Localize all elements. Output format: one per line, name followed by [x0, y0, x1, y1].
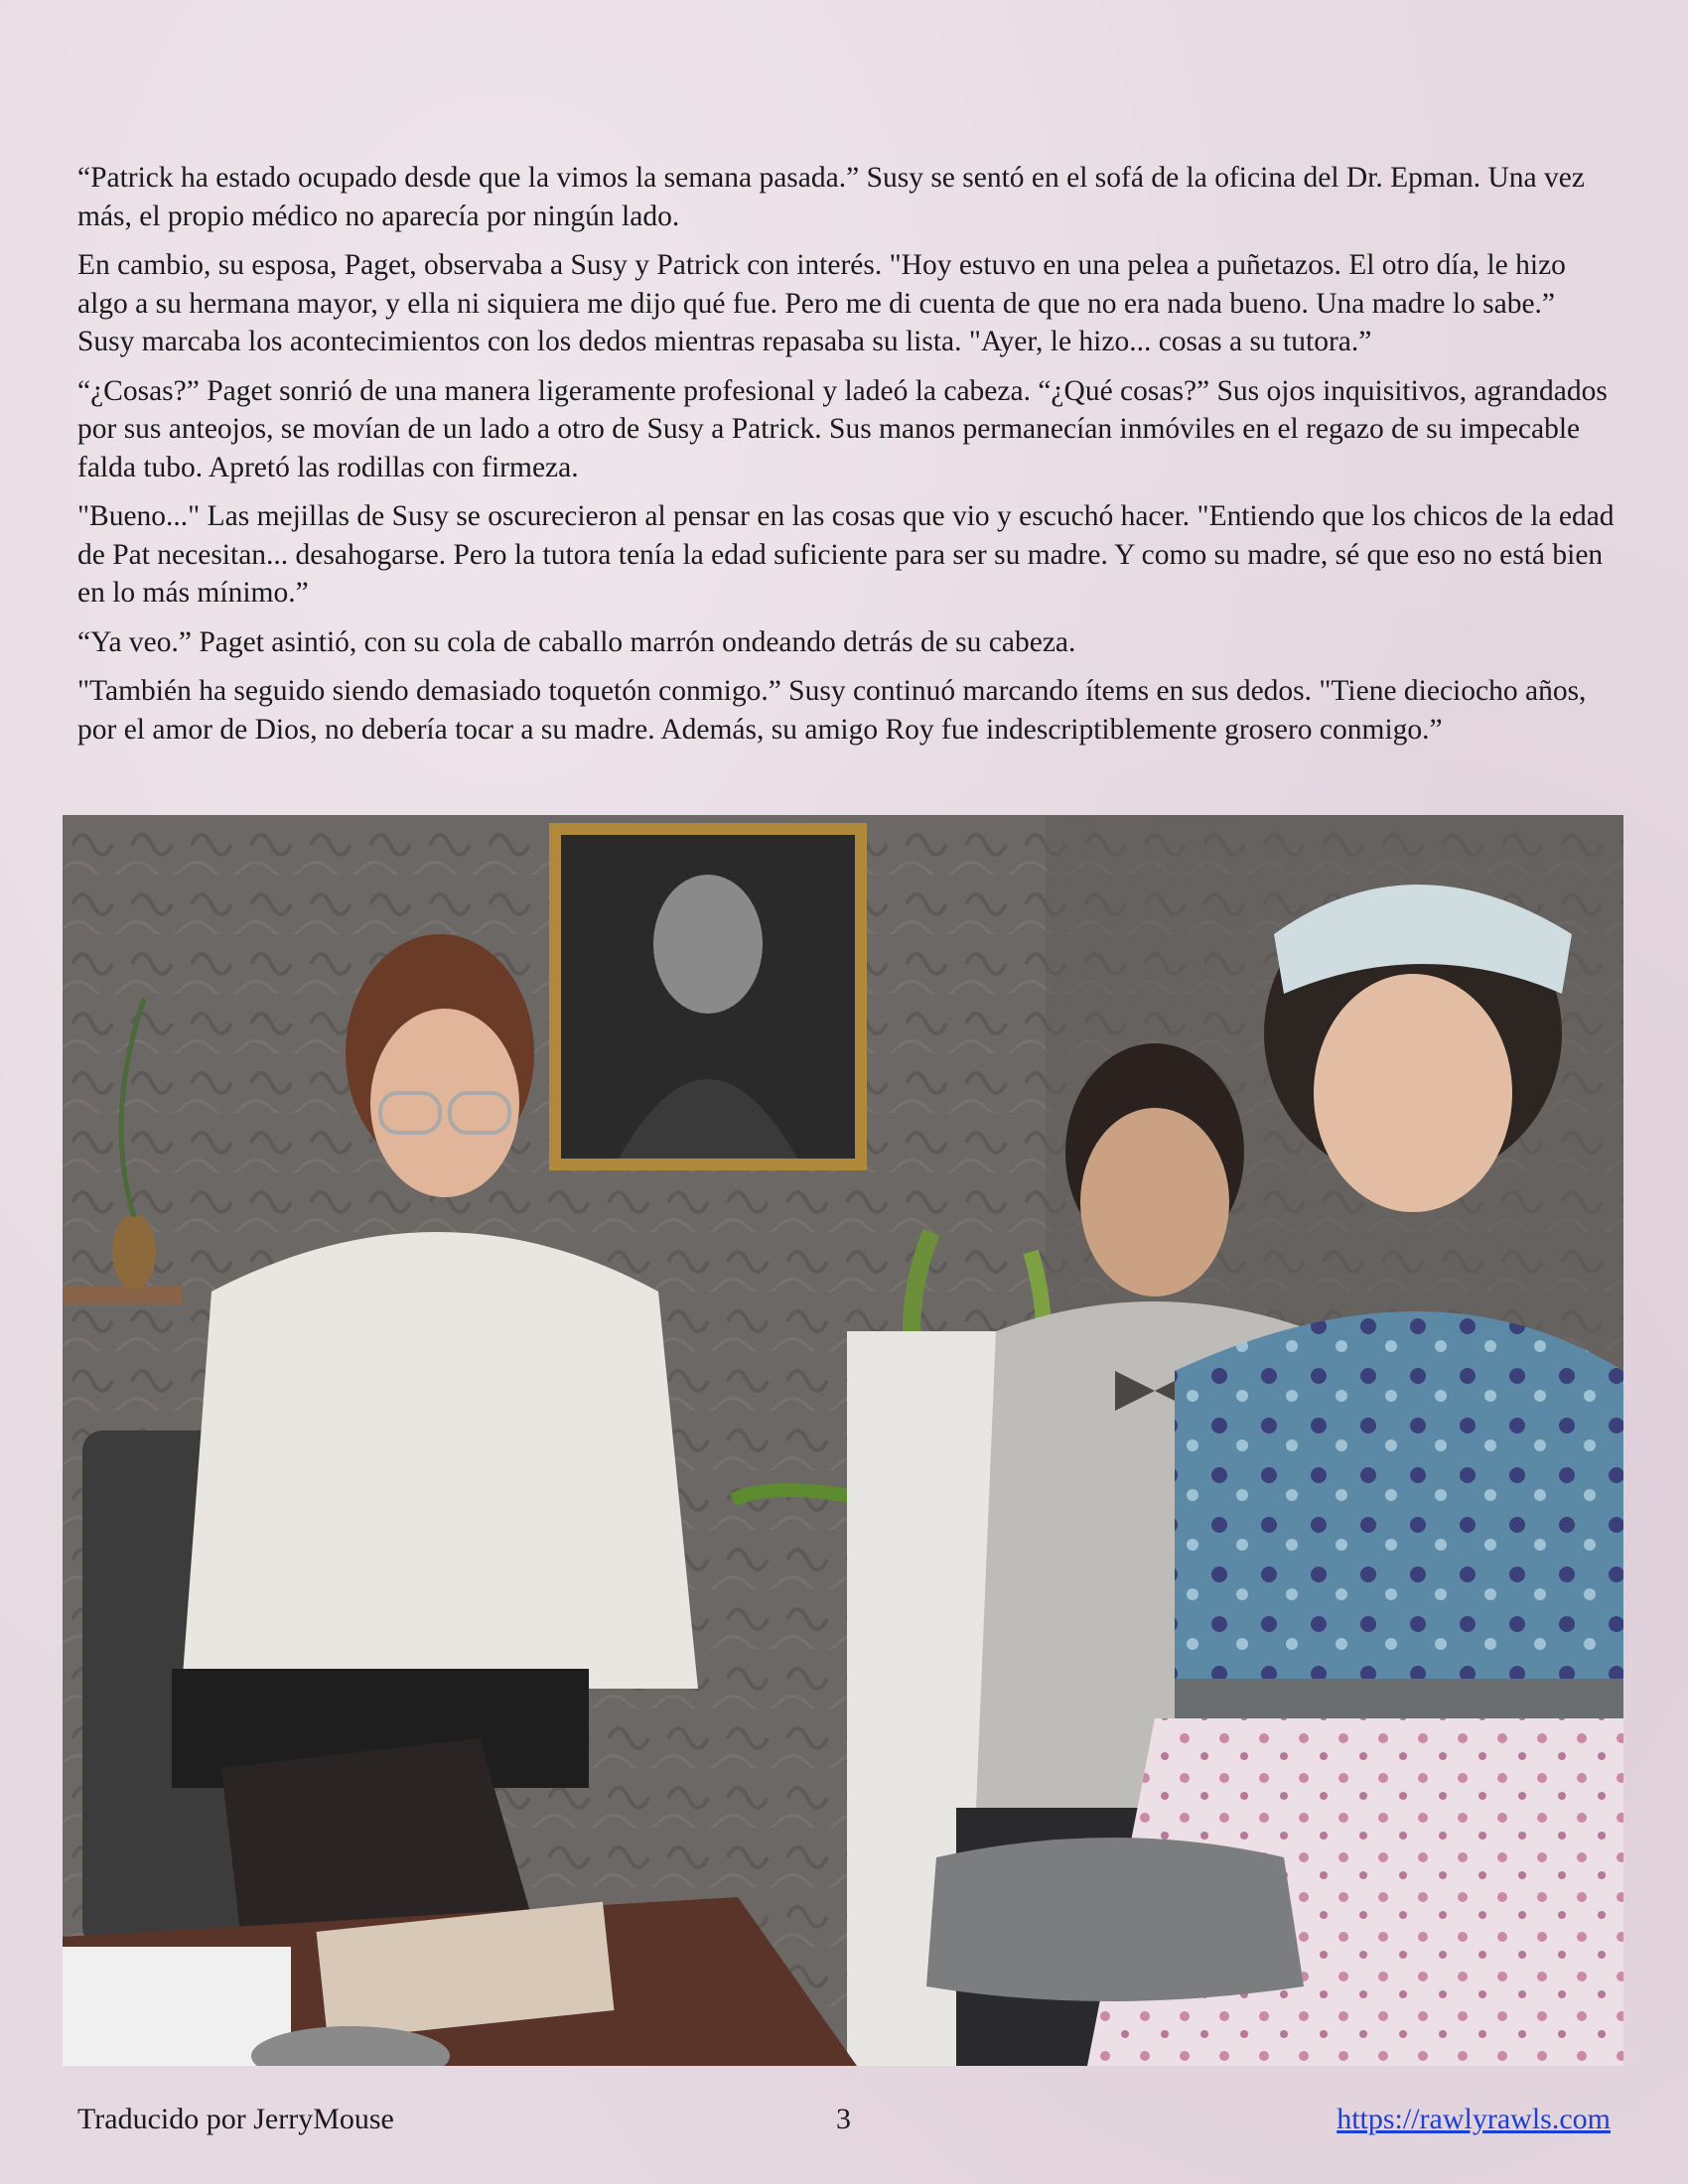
illustration-drawing — [63, 815, 1623, 2066]
translator-credit: Traducido por JerryMouse — [77, 2103, 394, 2135]
story-illustration — [63, 815, 1623, 2066]
story-text — [77, 159, 1617, 759]
paragraph: “Patrick ha estado ocupado desde que la vimos la semana pasada.” Susy se sentó en el sofá de la oficina del Dr. Epman. Una vez más, el propio médico no aparecía por ningún lado. — [77, 162, 1585, 232]
site-link[interactable]: https://rawlyrawls.com — [1336, 2103, 1611, 2135]
paragraph: "Bueno..." Las mejillas de Susy se oscurecieron al pensar en las cosas que vio y escuchó hacer. "Entiendo que los chicos de la edad de Pat necesitan... desahogarse. Pero la tutora tenía la edad suficiente para ser su madre. Y como su madre, sé que eso no está bien en lo más mínimo.” — [77, 500, 1615, 609]
page-number: 3 — [836, 2103, 851, 2135]
paragraph: “Ya veo.” Paget asintió, con su cola de caballo marrón ondeando detrás de su cabeza. — [77, 625, 1076, 658]
paragraph: En cambio, su esposa, Paget, observaba a Susy y Patrick con interés. "Hoy estuvo en una pelea a puñetazos. El otro día, le hizo algo a su hermana mayor, y ella ni siquiera me dijo qué fue. Pero me di cuenta de que no era nada bueno. Una madre lo sabe.” Susy marcaba los acontecimientos con los dedos mientras repasaba su lista. "Ayer, le hizo... cosas a su tutora.” — [77, 249, 1566, 357]
paragraph: “¿Cosas?” Paget sonrió de una manera ligeramente profesional y ladeó la cabeza. “¿Qué cosas?” Sus ojos inquisitivos, agrandados por sus anteojos, se movían de un lado a otro de Susy a Patrick. Sus manos permanecían inmóviles en el regazo de su impecable falda tubo. Apretó las rodillas con firmeza. — [77, 374, 1608, 483]
paragraph: "También ha seguido siendo demasiado toquetón conmigo.” Susy continuó marcando ítems en sus dedos. "Tiene dieciocho años, por el amor de Dios, no debería tocar a su madre. Además, su amigo Roy fue indescriptiblemente grosero conmigo.” — [77, 675, 1587, 746]
